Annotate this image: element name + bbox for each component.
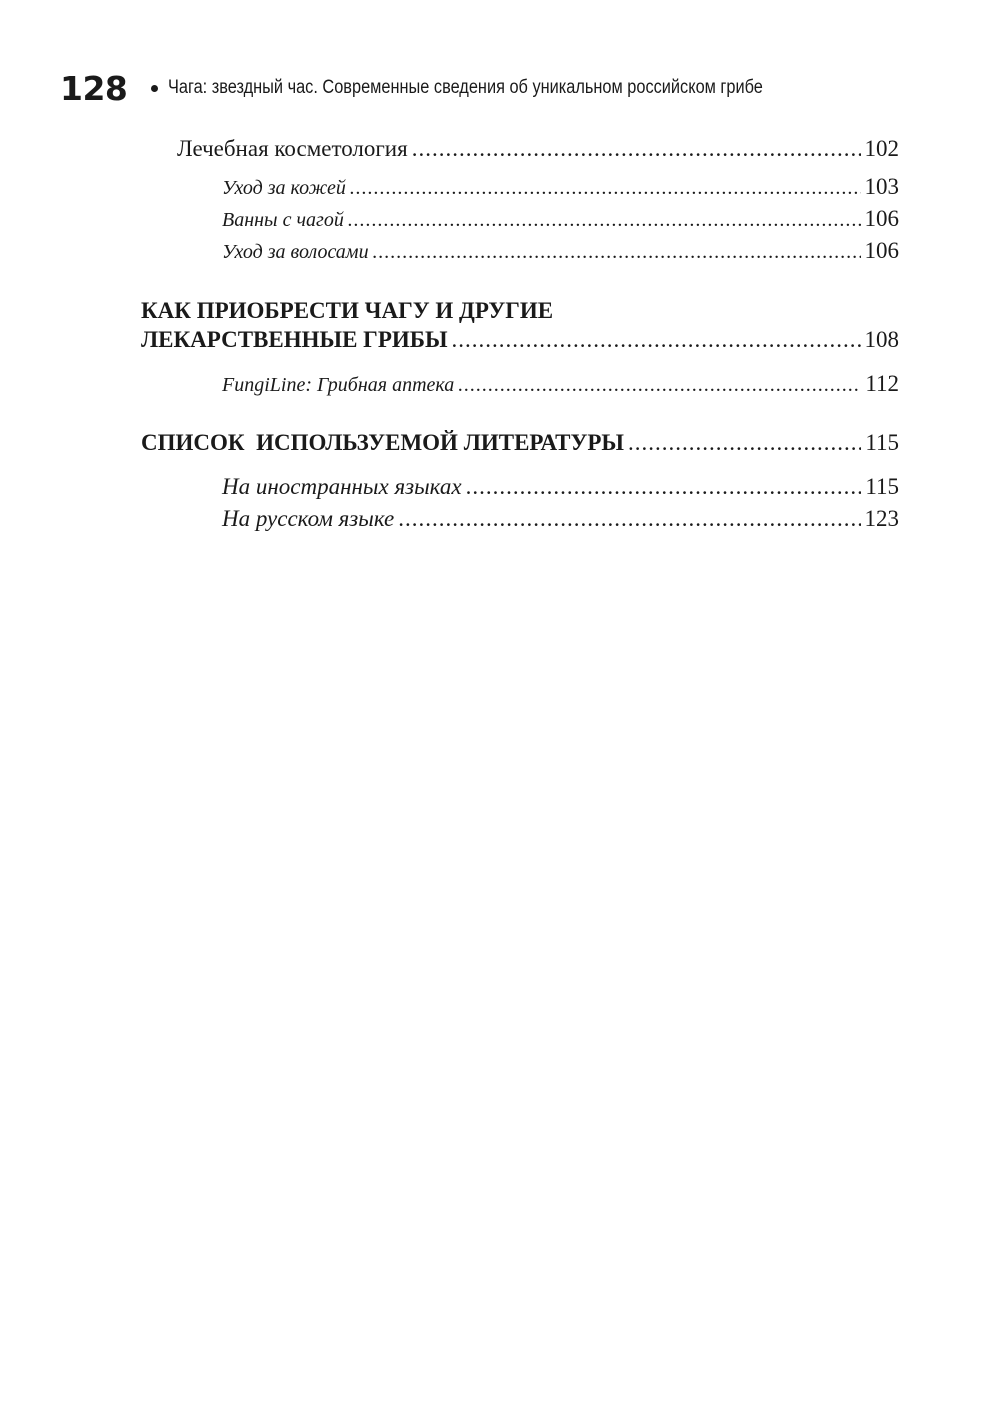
- dot-leader: [398, 506, 860, 532]
- toc-entry-title: Лечебная косметология: [177, 136, 408, 161]
- toc-entry-page: 102: [864, 136, 899, 161]
- toc-entry-page: 115: [865, 430, 899, 455]
- toc-entry-page: 112: [865, 371, 899, 396]
- toc-entry-page: 123: [864, 506, 899, 531]
- toc-entry-title: FungiLine: Грибная аптека: [222, 374, 455, 396]
- toc-entry-page: 115: [865, 474, 899, 499]
- dot-leader: [466, 474, 862, 500]
- toc-entry-page: 108: [864, 327, 899, 352]
- toc-entry-title: Ванны с чагой: [222, 209, 344, 231]
- dot-leader: [348, 209, 861, 232]
- toc-entry-chaga-baths[interactable]: [222, 206, 899, 232]
- toc-entry-references[interactable]: [141, 430, 899, 456]
- toc-entry-how-to-buy[interactable]: [141, 327, 899, 353]
- toc-entry-title: Уход за волосами: [222, 241, 369, 263]
- bullet-icon: [151, 85, 158, 92]
- toc-entry-title: На русском языке: [222, 506, 395, 531]
- toc-entry-page: 103: [864, 174, 899, 199]
- toc-entry-title: На иностранных языках: [222, 474, 462, 499]
- dot-leader: [458, 374, 861, 397]
- toc-entry-foreign-languages[interactable]: [222, 474, 899, 500]
- toc-entry-title: СПИСОК ИСПОЛЬЗУЕМОЙ ЛИТЕРАТУРЫ: [141, 430, 624, 455]
- toc-entry-hair-care[interactable]: [222, 238, 899, 264]
- toc-entry-skin-care[interactable]: [222, 174, 899, 200]
- toc-entry-fungiline[interactable]: [222, 371, 899, 397]
- toc-entry-title: ЛЕКАРСТВЕННЫЕ ГРИБЫ: [141, 327, 448, 352]
- toc-entry-page: 106: [864, 206, 899, 231]
- dot-leader: [412, 136, 861, 162]
- dot-leader: [373, 241, 861, 264]
- running-title: Чага: звездный час. Современные сведения об уникальном российском грибе: [168, 77, 764, 98]
- dot-leader: [350, 177, 861, 200]
- dot-leader: [628, 430, 861, 456]
- toc-entry-page: 106: [864, 238, 899, 263]
- dot-leader: [452, 327, 861, 353]
- toc-entry-russian-language[interactable]: [222, 506, 899, 532]
- toc-heading-how-to-buy-line1[interactable]: КАК ПРИОБРЕСТИ ЧАГУ И ДРУГИЕ: [141, 298, 554, 323]
- page-number: 128: [60, 68, 128, 108]
- toc-entry-title: Уход за кожей: [222, 177, 346, 199]
- toc-entry-cosmetology[interactable]: [177, 136, 899, 162]
- page-header: [60, 66, 920, 110]
